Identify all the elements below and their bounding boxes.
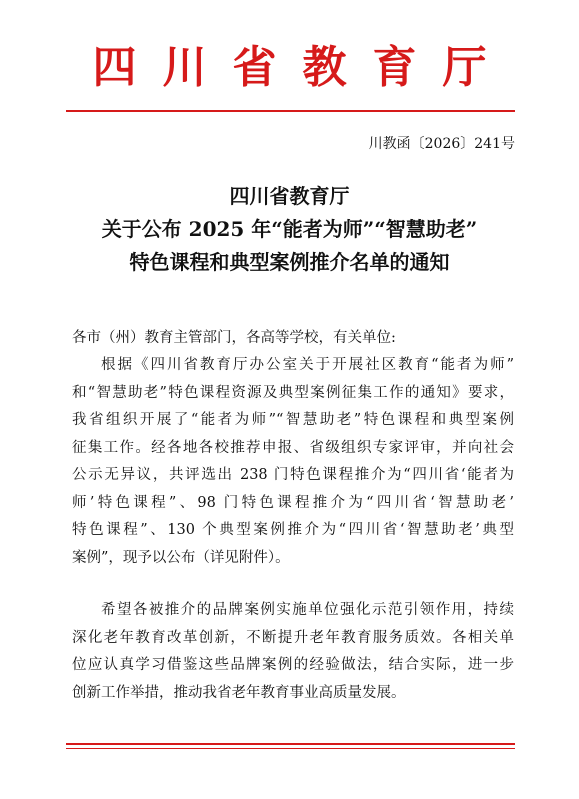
masthead-title: 四川省教育厅: [92, 42, 513, 93]
paragraph-line: 深化老年教育改革创新，不断提升老年教育服务质效。各相关单: [72, 629, 514, 646]
paragraph-line: 征集工作。经各地各校推荐申报、省级组织专家评审，并向社会: [72, 439, 514, 456]
salutation: [72, 325, 514, 353]
notice-title: [0, 180, 579, 279]
title-line-subject-cont: 特色课程和典型案例推介名单的通知: [129, 250, 450, 274]
title-line-subject: 关于公布 2025 年“能者为师”“智慧助老”: [101, 217, 478, 241]
paragraph-line: 案例”，现予以公布（详见附件）。: [72, 549, 290, 566]
paragraph-line: 希望各被推介的品牌案例实施单位强化示范引领作用，持续: [101, 602, 514, 618]
document-number: 川教函〔2026〕241号: [368, 136, 515, 152]
paragraph-line: 位应认真学习借鉴这些品牌案例的经验做法，结合实际，进一步: [72, 657, 514, 673]
paragraph-line: 和“智慧助老”特色课程资源及典型案例征集工作的通知》要求，: [72, 384, 514, 401]
paragraph-announcement: [72, 352, 514, 572]
paragraph-line: 特色课程”、130 个典型案例推介为“四川省‘智慧助老’典型: [72, 522, 514, 538]
paragraph-line: 我省组织开展了“能者为师”“智慧助老”特色课程和典型案例: [72, 412, 514, 428]
footer-red-rule: [66, 743, 515, 745]
paragraph-line: 公示无异议，共评选出 238 门特色课程推介为“四川省‘能者为: [72, 467, 514, 483]
paragraph-line: 师’特色课程”、98 门特色课程推介为“四川省‘智慧助老’: [72, 494, 514, 511]
footer-red-rule-thin: [66, 748, 515, 749]
title-line-issuer: 四川省教育厅: [229, 184, 350, 208]
paragraph-line: 创新工作举措，推动我省老年教育事业高质量发展。: [72, 684, 406, 701]
salutation-text: 各市（州）教育主管部门，各高等学校，有关单位:: [72, 330, 396, 346]
paragraph-line: 根据《四川省教育厅办公室关于开展社区教育“能者为师”: [101, 357, 514, 373]
paragraph-expectations: [72, 597, 514, 707]
masthead-red-rule: [66, 110, 515, 112]
